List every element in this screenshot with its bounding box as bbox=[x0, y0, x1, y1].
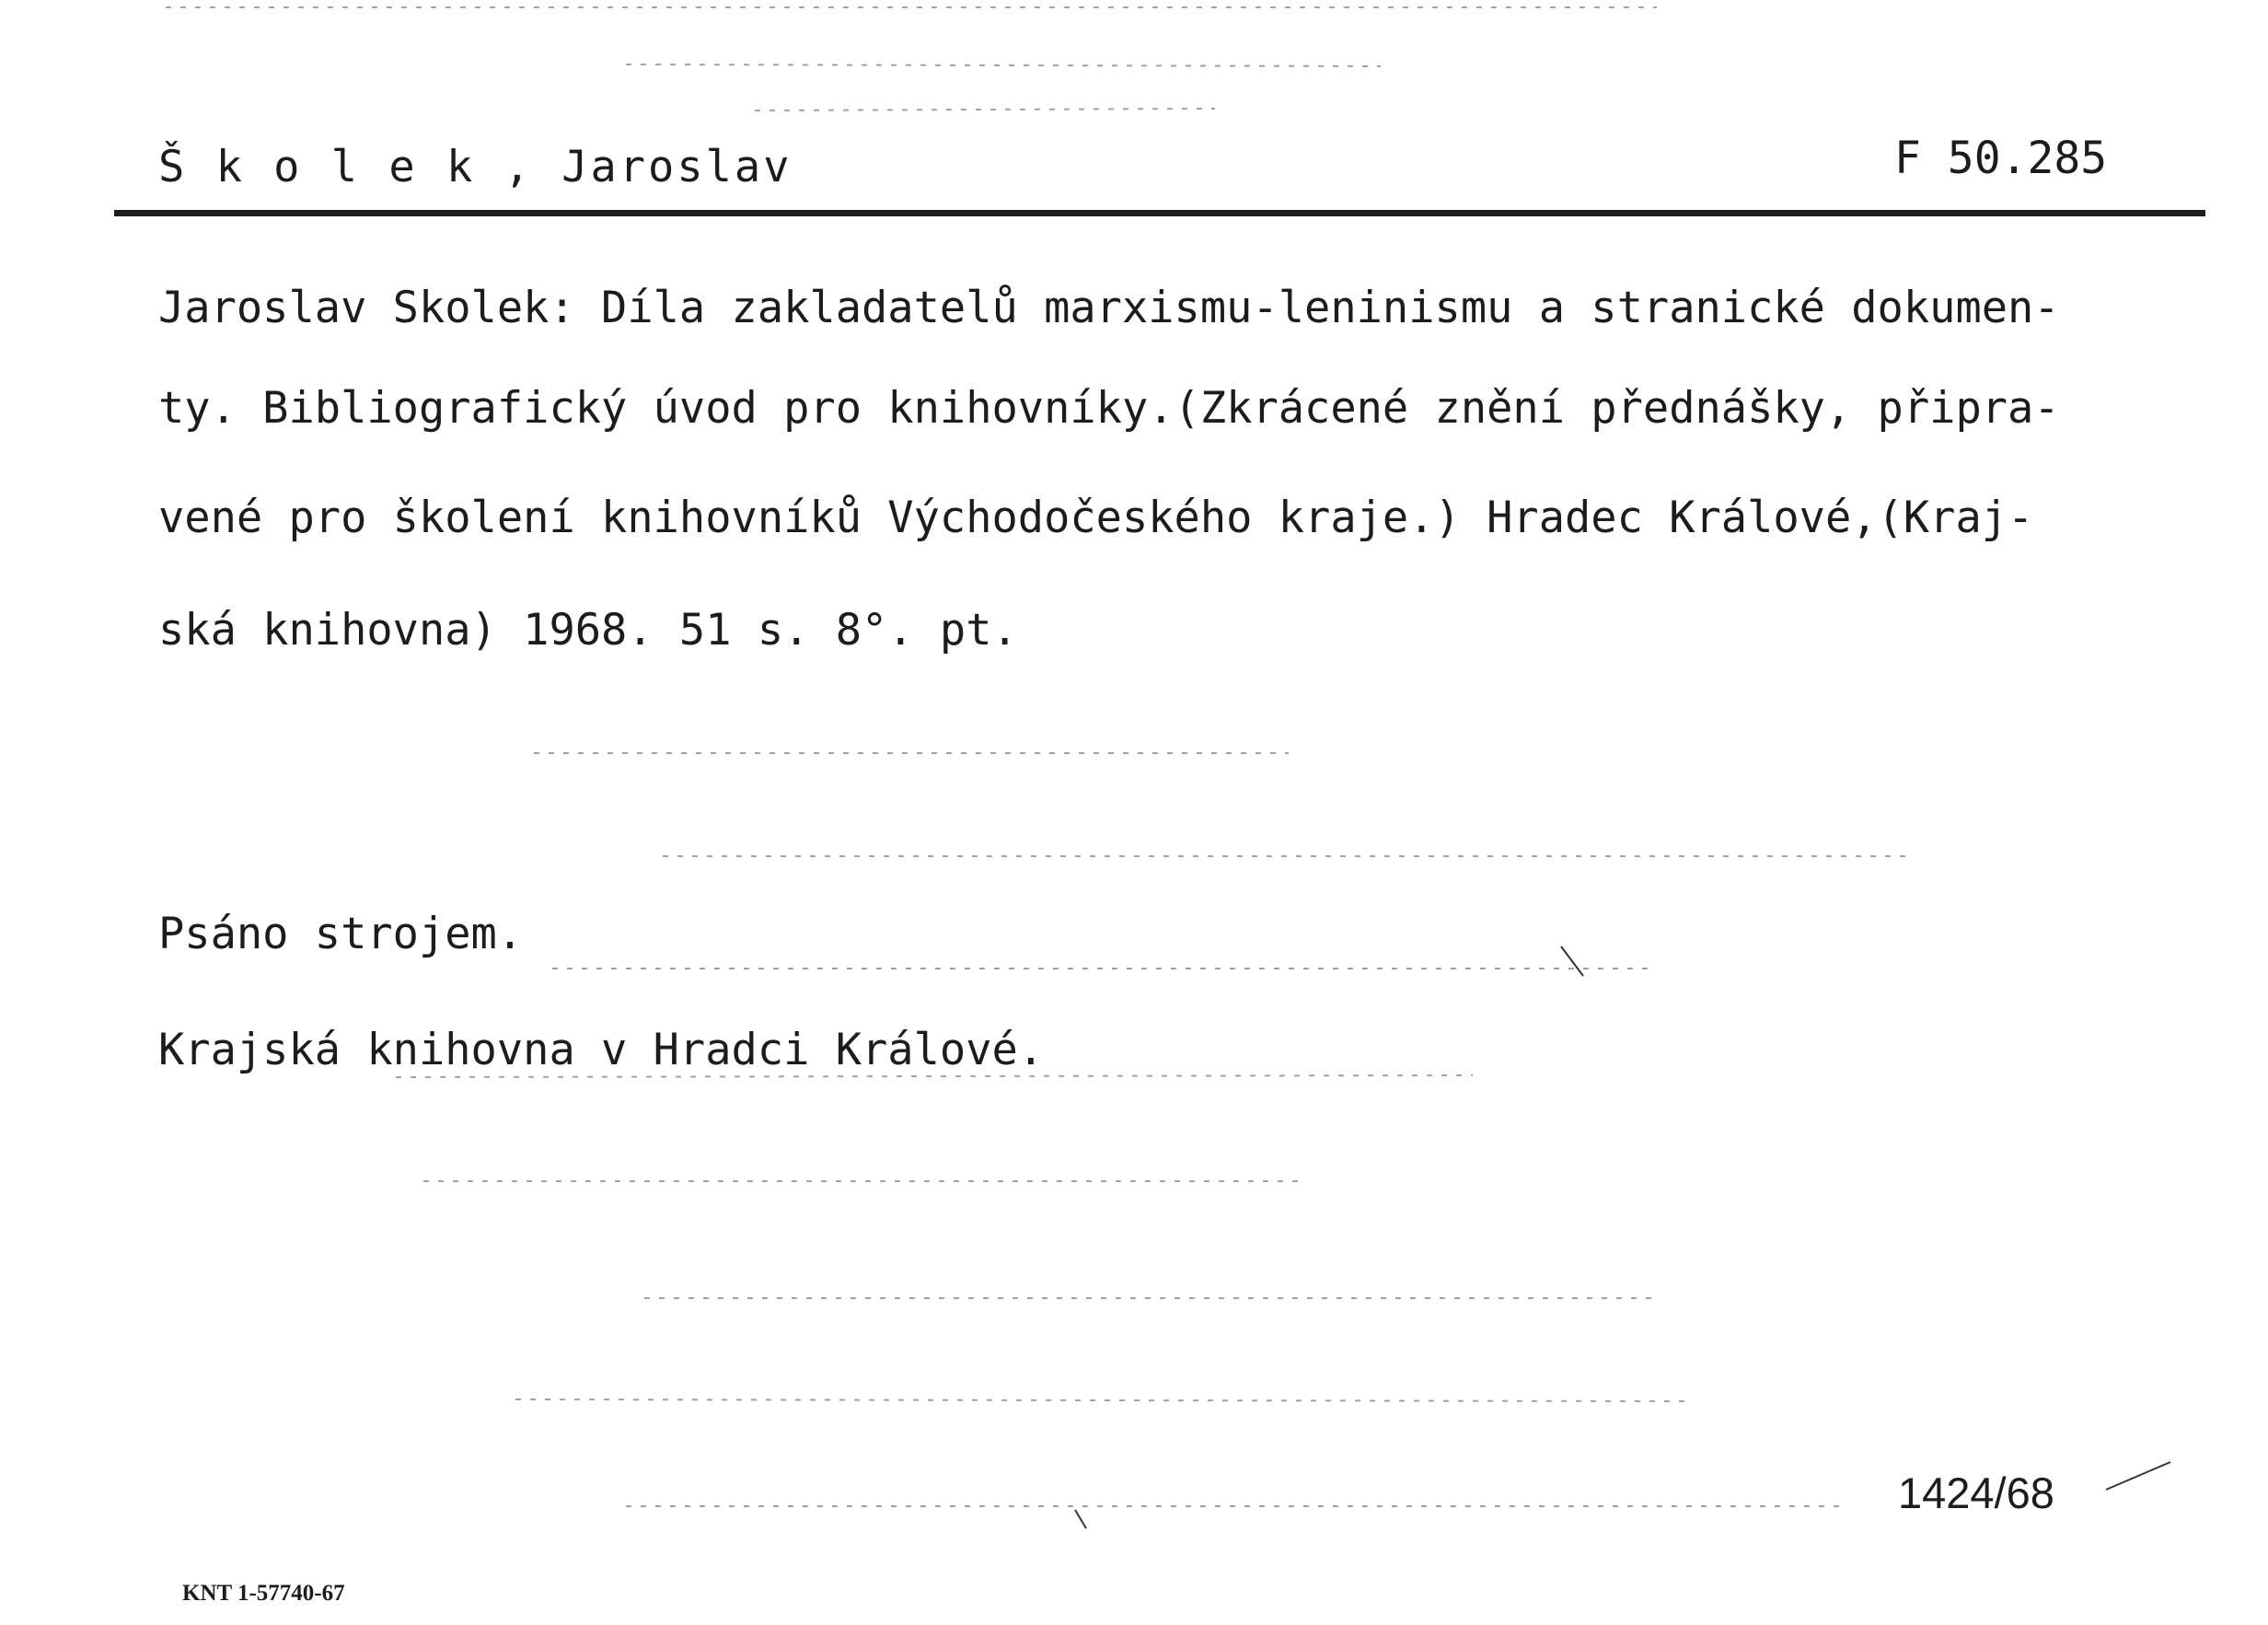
accession-number: 1424/68 bbox=[1898, 1468, 2054, 1517]
note-line: Krajská knihovna v Hradci Králové. bbox=[158, 1025, 1045, 1075]
entry-line: ty. Bibliografický úvod pro knihovníky.(Zkrácené znění přednášky, připra- bbox=[158, 383, 2060, 434]
entry-line: vené pro školení knihovníků Východočeského kraje.) Hradec Králové,(Kraj- bbox=[158, 493, 2034, 543]
printer-imprint: KNT 1-57740-67 bbox=[182, 1581, 345, 1606]
note-line: Psáno strojem. bbox=[158, 909, 524, 959]
author-heading: Š k o l e k , Jaroslav bbox=[158, 142, 793, 192]
entry-line: Jaroslav Skolek: Díla zakladatelů marxismu-leninismu a stranické dokumen- bbox=[158, 283, 2060, 333]
entry-line: ská knihovna) 1968. 51 s. 8°. pt. bbox=[158, 605, 1018, 656]
shelf-signature: F 50.285 bbox=[1894, 133, 2108, 184]
